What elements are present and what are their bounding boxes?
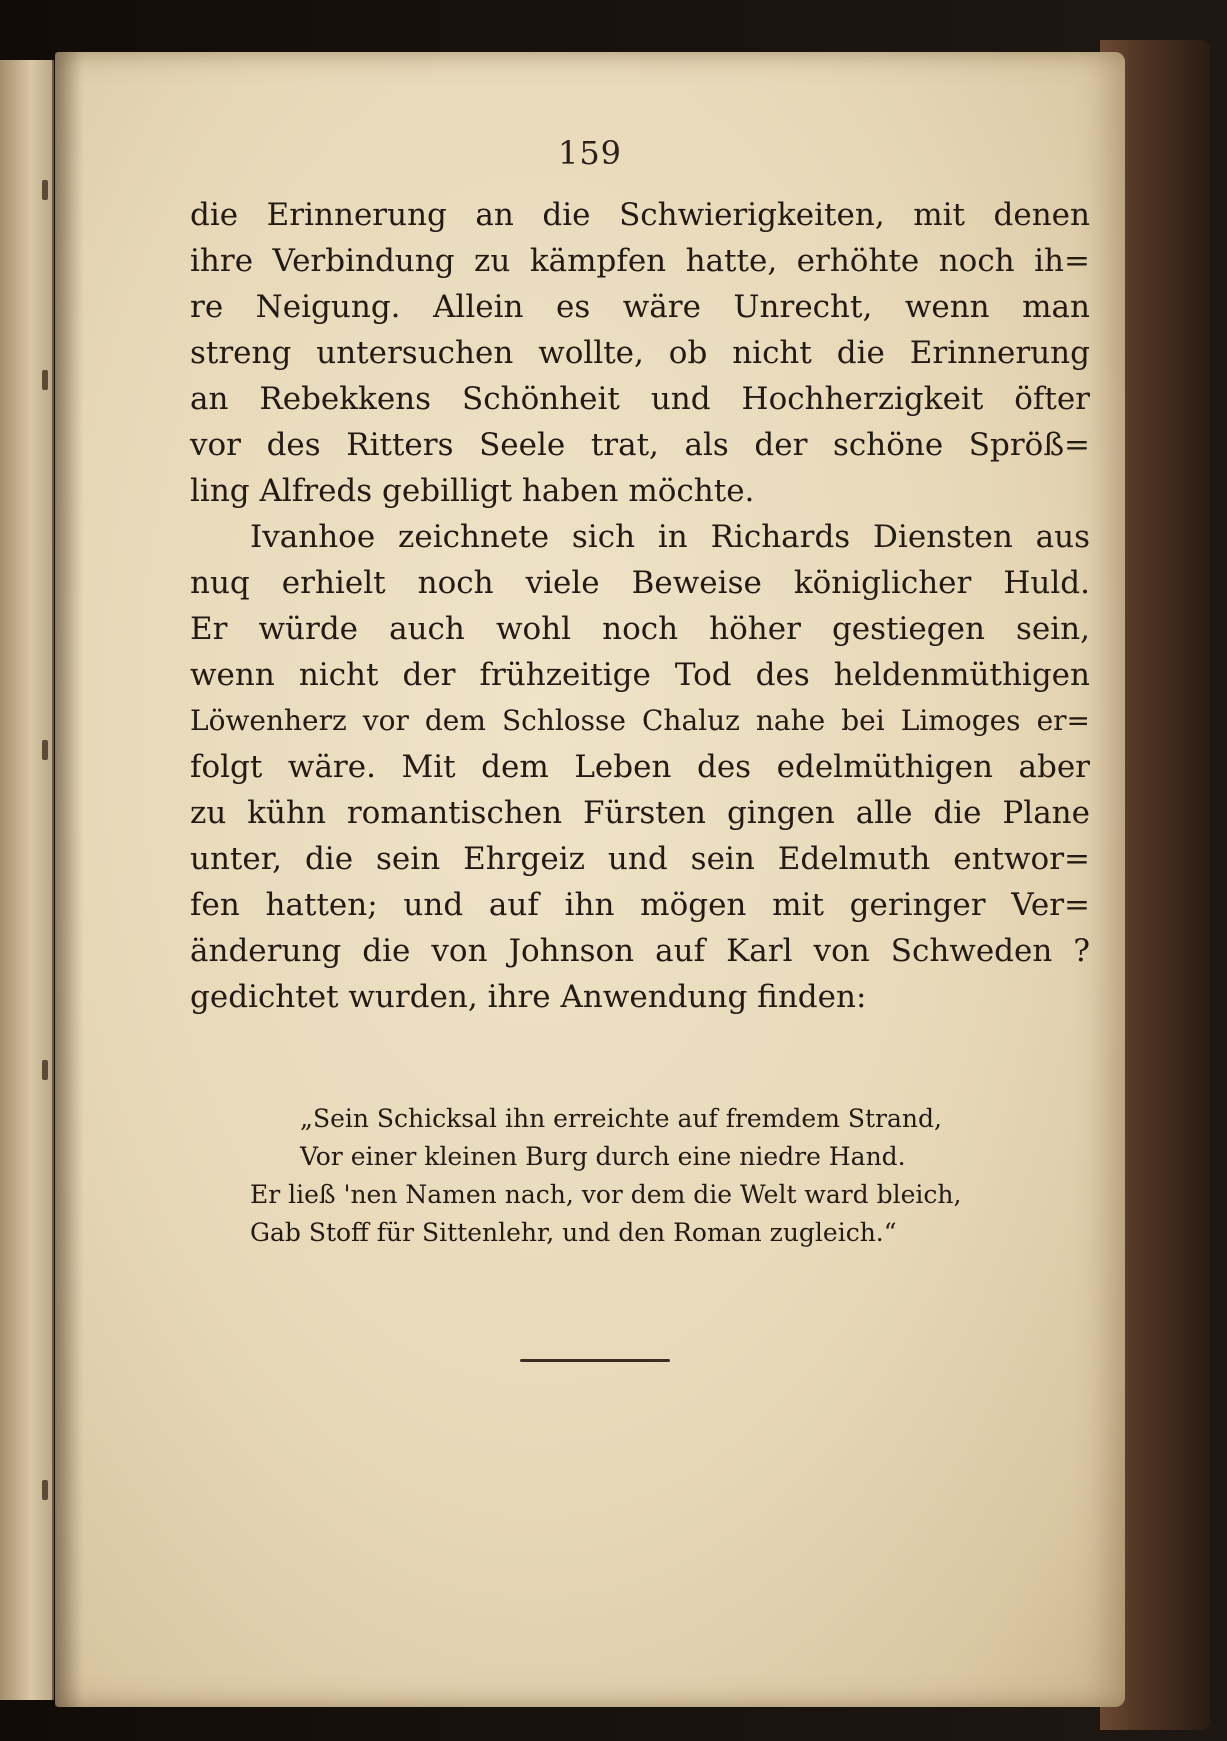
binding-mark xyxy=(42,180,48,200)
text-line: änderung die von Johnson auf Karl von Schweden ? xyxy=(190,933,1090,969)
text-line: Löwenherz vor dem Schlosse Chaluz nahe bei Limoges er= xyxy=(190,704,1090,737)
text-line: an Rebekkens Schönheit und Hochherzigkeit öfter xyxy=(190,381,1090,417)
end-rule-divider xyxy=(520,1359,670,1362)
text-line: vor des Ritters Seele trat, als der schöne Spröß= xyxy=(190,427,1090,463)
text-line: folgt wäre. Mit dem Leben des edelmüthigen aber xyxy=(190,749,1090,785)
text-line: Ivanhoe zeichnete sich in Richards Diensten aus xyxy=(250,519,1090,555)
text-line: wenn nicht der frühzeitige Tod des heldenmüthigen xyxy=(190,657,1090,693)
page-number: 159 xyxy=(557,134,623,172)
verse-line: Vor einer kleinen Burg durch eine niedre Hand. xyxy=(300,1142,906,1171)
text-line: streng untersuchen wollte, ob nicht die Erinnerung xyxy=(190,335,1090,371)
text-line: die Erinnerung an die Schwierigkeiten, mit denen xyxy=(190,197,1090,233)
body-text xyxy=(190,192,1090,1020)
verse-quote xyxy=(250,1100,1090,1252)
text-line: unter, die sein Ehrgeiz und sein Edelmuth entwor= xyxy=(190,841,1090,877)
verse-line: „Sein Schicksal ihn erreichte auf fremdem Strand, xyxy=(300,1104,942,1133)
binding-mark xyxy=(42,1060,48,1080)
text-line: Er würde auch wohl noch höher gestiegen sein, xyxy=(190,611,1090,647)
text-line: gedichtet wurden, ihre Anwendung finden: xyxy=(190,979,867,1015)
gutter-shadow xyxy=(55,52,83,1707)
facing-page-edge xyxy=(0,60,54,1700)
book-page xyxy=(55,52,1125,1707)
verse-line: Gab Stoff für Sittenlehr, und den Roman zugleich.“ xyxy=(250,1218,897,1247)
binding-mark xyxy=(42,1480,48,1500)
text-line: fen hatten; und auf ihn mögen mit geringer Ver= xyxy=(190,887,1090,923)
text-line: nuq erhielt noch viele Beweise königlicher Huld. xyxy=(190,565,1090,601)
text-line: ihre Verbindung zu kämpfen hatte, erhöhte noch ih= xyxy=(190,243,1090,279)
verse-line: Er ließ 'nen Namen nach, vor dem die Welt ward bleich, xyxy=(250,1180,962,1209)
text-line: re Neigung. Allein es wäre Unrecht, wenn man xyxy=(190,289,1090,325)
binding-mark xyxy=(42,370,48,390)
text-line: zu kühn romantischen Fürsten gingen alle die Plane xyxy=(190,795,1090,831)
binding-mark xyxy=(42,740,48,760)
text-line: ling Alfreds gebilligt haben möchte. xyxy=(190,473,755,509)
